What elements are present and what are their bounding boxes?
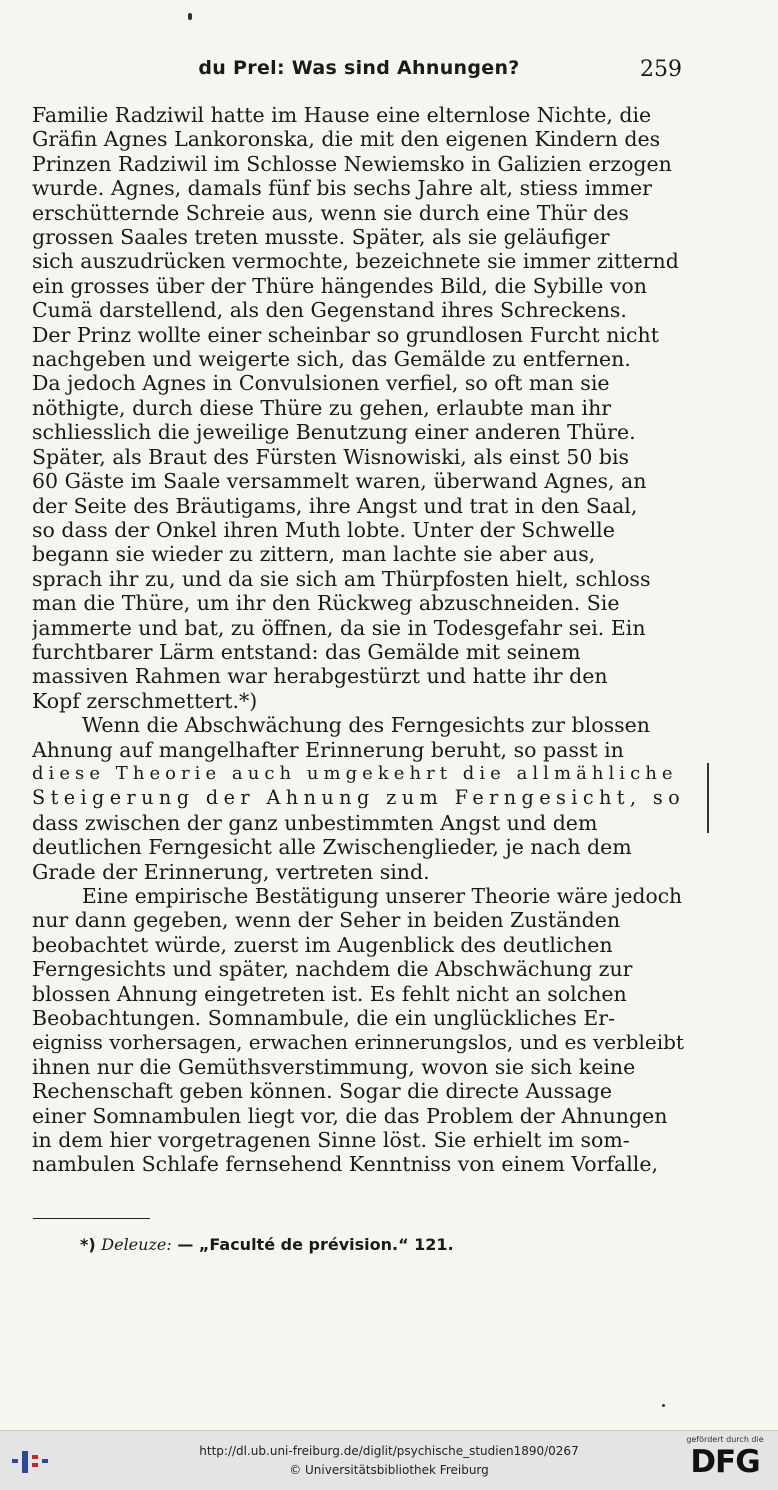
source-url[interactable]: http://dl.ub.uni-freiburg.de/diglit/psychische_studien1890/0267 [199, 1444, 579, 1458]
text-line: Prinzen Radziwil im Schlosse Newiemsko in Galizien erzogen [32, 151, 672, 176]
text-line: Da jedoch Agnes in Convulsionen verfiel, so oft man sie [32, 371, 610, 396]
text-line: der Seite des Bräutigams, ihre Angst und trat in den Saal, [32, 493, 638, 518]
text-line: furchtbarer Lärm entstand: das Gemälde mit seinem [32, 639, 581, 664]
funder-caption: gefördert durch die [686, 1435, 764, 1444]
text-line: Cumä darstellend, als den Gegenstand ihres Schreckens. [32, 298, 627, 323]
text-line: Familie Radziwil hatte im Hause eine elternlose Nichte, die [32, 103, 652, 127]
text-line: sprach ihr zu, und da sie sich am Thürpfosten hielt, schloss [32, 566, 651, 591]
body-text [32, 103, 686, 1177]
text-line: dass zwischen der ganz unbestimmten Angst und dem [32, 810, 598, 835]
text-line: 60 Gäste im Saale versammelt waren, überwand Agnes, an [32, 469, 647, 494]
page-number: 259 [640, 57, 682, 82]
margin-mark [707, 763, 709, 833]
text-line: Steigerung der Ahnung zum Ferngesicht, so [32, 786, 686, 810]
text-line: einer Somnambulen liegt vor, die das Problem der Ahnungen [32, 1103, 668, 1128]
text-line: Ferngesichts und später, nachdem die Abschwächung zur [32, 957, 633, 982]
text-line: beobachtet würde, zuerst im Augenblick des deutlichen [32, 932, 613, 957]
funder-logo-text: DFG [690, 1444, 760, 1480]
footnote-author: Deleuze: [101, 1235, 172, 1254]
page-header [30, 57, 688, 87]
text-line: deutlichen Ferngesicht alle Zwischenglieder, je nach dem [32, 835, 632, 860]
text-line: massiven Rahmen war herabgestürzt und hatte ihr den [32, 664, 608, 689]
footnote-marker: *) [80, 1235, 96, 1254]
viewer-footer [0, 1430, 778, 1490]
text-line: nambulen Schlafe fernsehend Kenntniss von einem Vorfalle, [32, 1152, 659, 1177]
dfg-logo[interactable] [684, 1435, 766, 1487]
text-line: nöthigte, durch diese Thüre zu gehen, erlaubte man ihr [32, 395, 612, 420]
text-line: Grade der Erinnerung, vertreten sind. [32, 859, 430, 884]
text-line: so dass der Onkel ihren Muth lobte. Unter der Schwelle [32, 517, 615, 542]
text-line: Kopf zerschmettert.*) [32, 688, 258, 713]
text-line: Ahnung auf mangelhafter Erinnerung beruht, so passt in [32, 737, 624, 762]
text-line: wurde. Agnes, damals fünf bis sechs Jahre alt, stiess immer [32, 176, 652, 201]
text-line: schliesslich die jeweilige Benutzung einer anderen Thüre. [32, 420, 636, 445]
text-line: man die Thüre, um ihr den Rückweg abzuschneiden. Sie [32, 591, 620, 616]
text-line: nachgeben und weigerte sich, das Gemälde zu entfernen. [32, 347, 631, 372]
text-line: Eine empirische Bestätigung unserer Theorie wäre jedoch [82, 884, 683, 908]
text-line: Später, als Braut des Fürsten Wisnowiski, als einst 50 bis [32, 444, 630, 469]
text-line: diese Theorie auch umgekehrt die allmähliche [32, 762, 678, 784]
text-line: ihnen nur die Gemüthsverstimmung, wovon sie sich keine [32, 1054, 636, 1079]
text-line: blossen Ahnung eingetreten ist. Es fehlt nicht an solchen [32, 981, 627, 1006]
footnote-text: — „Faculté de prévision.“ 121. [171, 1235, 454, 1254]
scan-speck [662, 1404, 665, 1407]
text-line: grossen Saales treten musste. Später, als sie geläufiger [32, 225, 610, 250]
text-line: ein grosses über der Thüre hängendes Bild, die Sybille von [32, 273, 647, 298]
text-line: Beobachtungen. Somnambule, die ein unglückliches Er- [32, 1006, 616, 1031]
text-line: erschütternde Schreie aus, wenn sie durch eine Thür des [32, 200, 629, 225]
text-line: eigniss vorhersagen, erwachen erinnerungslos, und es verbleibt [32, 1030, 684, 1055]
footnote [80, 1235, 454, 1254]
text-line: Wenn die Abschwächung des Ferngesichts zur blossen [82, 713, 650, 738]
footnote-rule [33, 1218, 150, 1219]
text-line: nur dann gegeben, wenn der Seher in beiden Zuständen [32, 908, 621, 933]
text-line: jammerte und bat, zu öffnen, da sie in Todesgefahr sei. Ein [32, 615, 646, 640]
scan-speck [188, 13, 192, 20]
text-line: sich auszudrücken vermochte, bezeichnete sie immer zitternd [32, 249, 679, 274]
copyright-notice: © Universitätsbibliothek Freiburg [289, 1463, 489, 1477]
text-line: Der Prinz wollte einer scheinbar so grundlosen Furcht nicht [32, 322, 659, 347]
running-head: du Prel: Was sind Ahnungen? [198, 57, 520, 79]
text-line: Gräfin Agnes Lankoronska, die mit den eigenen Kindern des [32, 127, 661, 152]
text-line: Rechenschaft geben können. Sogar die directe Aussage [32, 1079, 612, 1104]
text-line: begann sie wieder zu zittern, man lachte sie aber aus, [32, 542, 596, 567]
text-line: in dem hier vorgetragenen Sinne löst. Sie erhielt im som- [32, 1128, 630, 1153]
